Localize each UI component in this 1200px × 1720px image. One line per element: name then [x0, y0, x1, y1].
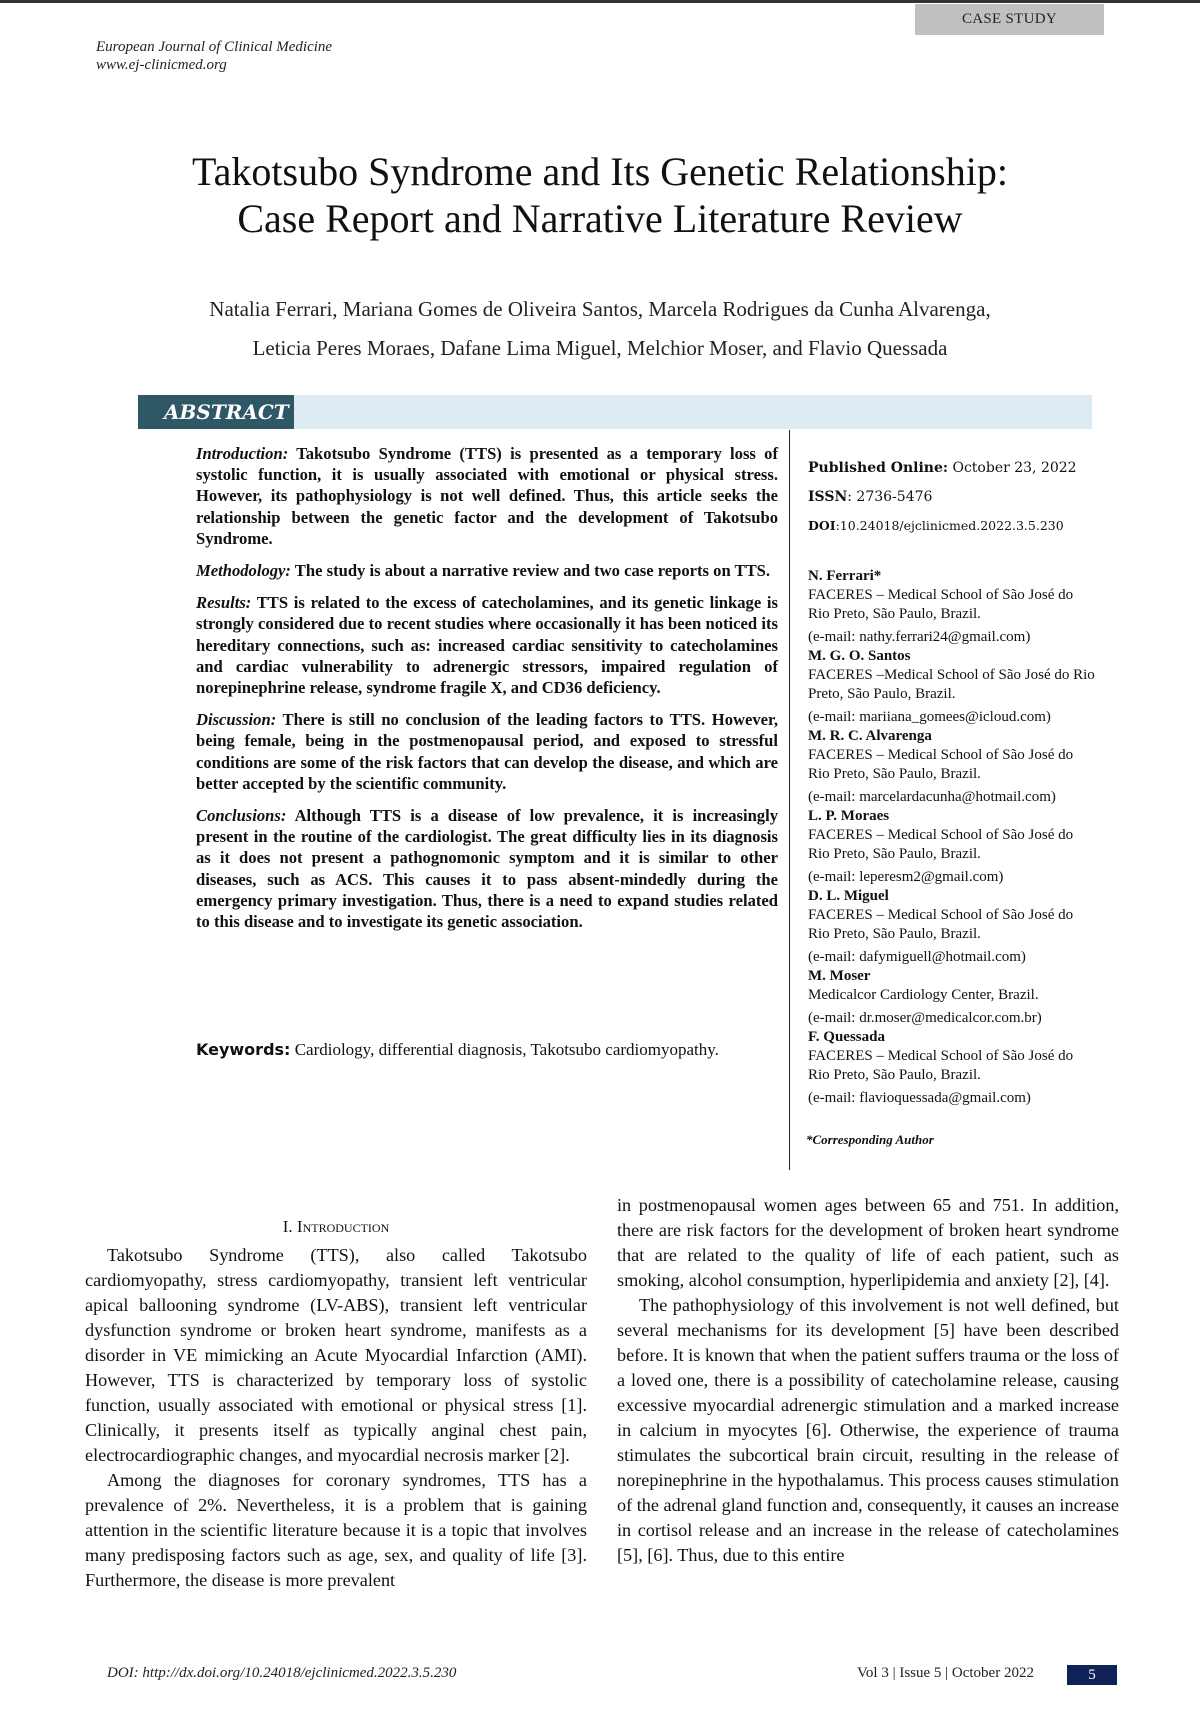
- affiliation-name: M. Moser: [808, 968, 871, 984]
- affiliation-institution: FACERES – Medical School of São José do Rio Preto, São Paulo, Brazil.: [808, 587, 1074, 622]
- abstract-conclusions: [196, 805, 778, 932]
- affiliations-list: [808, 567, 1098, 1108]
- journal-name: European Journal of Clinical Medicine: [96, 39, 333, 55]
- affiliation-institution: FACERES – Medical School of São José do Rio Preto, São Paulo, Brazil.: [808, 907, 1074, 942]
- title-line-1: Takotsubo Syndrome and Its Genetic Relationship:: [192, 149, 1008, 194]
- authors-line-1: Natalia Ferrari, Mariana Gomes de Oliveira Santos, Marcela Rodrigues da Cunha Alvarenga,: [209, 297, 991, 321]
- published-date: [808, 460, 1077, 489]
- affiliation-name: M. R. C. Alvarenga: [808, 728, 932, 744]
- abstract-discussion: [196, 709, 778, 794]
- journal-url[interactable]: www.ej-clinicmed.org: [96, 57, 227, 73]
- affiliation-email[interactable]: (e-mail: marcelardacunha@hotmail.com): [808, 789, 1056, 805]
- issn-label: ISSN: [808, 489, 848, 505]
- body-paragraph: The pathophysiology of this involvement is not well defined, but several mechanisms for its development [5] have been described before. It is known that when the patient suffers trauma or the loss of a loved one, there is a possibility of catecholamine release, causing excessive myocardial adrenergic stimulation and a marked increase in calcium in myocytes [6]. Otherwise, the experience of trauma stimulates the subcortical brain circuit, resulting in the release of norepinephrine in the hypothalamus. This process causes stimulation of the adrenal gland function and, consequently, it causes an increase in cortisol release and an increase in the release of catecholamines [5], [6]. Thus, due to this entire: [617, 1295, 1119, 1565]
- issn: [808, 489, 1077, 518]
- section-text: TTS is related to the excess of catecholamines, and its genetic linkage is strongly considered due to recent studies where occasionally it has been noticed its hereditary connections, such as: increased cardiac sensitivity to catecholamines and cardiac vulnerability to adrenergic stressors, impaired regulation of norepinephrine release, syndrome fragile X, and CD36 deficiency.: [196, 593, 778, 698]
- affiliation-email[interactable]: (e-mail: dafymiguell@hotmail.com): [808, 949, 1026, 965]
- keywords-text: Cardiology, differential diagnosis, Takotsubo cardiomyopathy.: [290, 1040, 719, 1059]
- section-heading-introduction: I. Introduction: [282, 1217, 390, 1236]
- body-paragraph: Takotsubo Syndrome (TTS), also called Takotsubo cardiomyopathy, stress cardiomyopathy, transient left ventricular apical ballooning syndrome (LV-ABS), transient left ventricular dysfunction syndrome or broken heart syndrome, manifests as a disorder in VE mimicking an Acute Myocardial Infarction (AMI). However, TTS is characterized by temporary loss of systolic function, usually associated with emotional or physical stress [1]. Clinically, it presents itself as typically anginal chest pain, electrocardiographic changes, and myocardial necrosis marker [2].: [85, 1245, 587, 1465]
- abstract-methodology: [196, 560, 778, 581]
- journal-header: [96, 38, 332, 74]
- affiliation-name: F. Quessada: [808, 1029, 885, 1045]
- affiliation-email[interactable]: (e-mail: dr.moser@medicalcor.com.br): [808, 1010, 1042, 1026]
- affiliation-item: [808, 647, 1098, 727]
- author-list: [0, 290, 1200, 368]
- top-rule: [0, 0, 1200, 3]
- authors-line-2: Leticia Peres Moraes, Dafane Lima Miguel, Melchior Moser, and Flavio Quessada: [252, 336, 948, 360]
- column-divider: [789, 430, 790, 1170]
- section-text: The study is about a narrative review and two case reports on TTS.: [290, 561, 771, 581]
- article-title: [0, 148, 1200, 242]
- issn-value: : 2736-5476: [847, 489, 933, 505]
- footer-volume-info: Vol 3 | Issue 5 | October 2022: [857, 1665, 1034, 1681]
- affiliation-item: [808, 887, 1098, 967]
- section-text: There is still no conclusion of the leading factors to TTS. However, being female, being in the postmenopausal period, and exposed to stressful conditions are some of the risk factors that can develop the disease, and which are better accepted by the scientific community.: [196, 710, 778, 793]
- section-label: Introduction:: [196, 444, 289, 463]
- abstract-body: [196, 443, 778, 943]
- affiliation-institution: FACERES – Medical School of São José do Rio Preto, São Paulo, Brazil.: [808, 827, 1074, 862]
- affiliation-name: M. G. O. Santos: [808, 648, 911, 664]
- abstract-heading: ABSTRACT: [138, 395, 294, 429]
- footer-doi-link[interactable]: DOI: http://dx.doi.org/10.24018/ejclinicmed.2022.3.5.230: [107, 1665, 457, 1681]
- affiliation-name: N. Ferrari*: [808, 568, 882, 584]
- section-label: Discussion:: [196, 710, 277, 730]
- doi: [808, 518, 1077, 547]
- affiliation-email[interactable]: (e-mail: nathy.ferrari24@gmail.com): [808, 629, 1031, 645]
- published-value: October 23, 2022: [948, 460, 1077, 476]
- affiliation-name: L. P. Moraes: [808, 808, 890, 824]
- body-column-left: [85, 1243, 587, 1593]
- affiliation-item: [808, 727, 1098, 807]
- affiliation-email[interactable]: (e-mail: mariiana_gomees@icloud.com): [808, 709, 1051, 725]
- doi-value[interactable]: :10.24018/ejclinicmed.2022.3.5.230: [835, 518, 1064, 533]
- affiliation-item: [808, 1028, 1098, 1108]
- affiliation-item: [808, 967, 1098, 1028]
- section-text: Although TTS is a disease of low prevalence, it is increasingly present in the routine of the cardiologist. The great difficulty lies in its diagnosis as it does not present a pathognomonic symptom and it is similar to other diseases, such as ACS. This causes it to pass absent-mindedly during the emergency primary investigation. Thus, there is a need to expand studies related to this disease and to investigate its genetic association.: [196, 806, 778, 932]
- published-label: Published Online:: [808, 460, 949, 476]
- publication-meta: [808, 460, 1077, 547]
- affiliation-name: D. L. Miguel: [808, 888, 889, 904]
- section-label: Results:: [196, 593, 252, 613]
- section-label: Conclusions:: [196, 806, 287, 826]
- abstract-results: [196, 592, 778, 698]
- affiliation-email[interactable]: (e-mail: leperesm2@gmail.com): [808, 869, 1004, 885]
- page-number: 5: [1067, 1665, 1117, 1685]
- title-line-2: Case Report and Narrative Literature Review: [237, 196, 963, 241]
- abstract-introduction: [196, 443, 778, 549]
- affiliation-item: [808, 807, 1098, 887]
- doi-label: DOI: [808, 518, 836, 533]
- affiliation-email[interactable]: (e-mail: flavioquessada@gmail.com): [808, 1090, 1031, 1106]
- article-type-badge: CASE STUDY: [915, 4, 1104, 35]
- affiliation-institution: FACERES – Medical School of São José do Rio Preto, São Paulo, Brazil.: [808, 747, 1074, 782]
- affiliation-item: [808, 567, 1098, 647]
- corresponding-author-note: *Corresponding Author: [806, 1132, 934, 1147]
- body-paragraph: Among the diagnoses for coronary syndromes, TTS has a prevalence of 2%. Nevertheless, it is a problem that is gaining attention in the scientific literature because it is a topic that involves many predisposing factors such as age, sex, and quality of life [3]. Furthermore, the disease is more prevalent: [85, 1470, 587, 1590]
- affiliation-institution: Medicalcor Cardiology Center, Brazil.: [808, 987, 1039, 1003]
- body-column-right: [617, 1193, 1119, 1568]
- affiliation-institution: FACERES –Medical School of São José do Rio Preto, São Paulo, Brazil.: [808, 667, 1095, 702]
- keywords: [196, 1039, 719, 1061]
- section-text: Takotsubo Syndrome (TTS) is presented as a temporary loss of systolic function, it is usually associated with emotional or physical stress. However, its pathophysiology is not well defined. Thus, this article seeks the relationship between the genetic factor and the development of Takotsubo Syndrome.: [196, 444, 778, 548]
- body-paragraph: in postmenopausal women ages between 65 and 751. In addition, there are risk factors for the development of broken heart syndrome that are related to the quality of life of each patient, such as smoking, alcohol consumption, hyperlipidemia and anxiety [2], [4].: [617, 1195, 1119, 1290]
- affiliation-institution: FACERES – Medical School of São José do Rio Preto, São Paulo, Brazil.: [808, 1048, 1074, 1083]
- section-label: Methodology:: [196, 561, 291, 581]
- keywords-label: Keywords:: [196, 1040, 291, 1059]
